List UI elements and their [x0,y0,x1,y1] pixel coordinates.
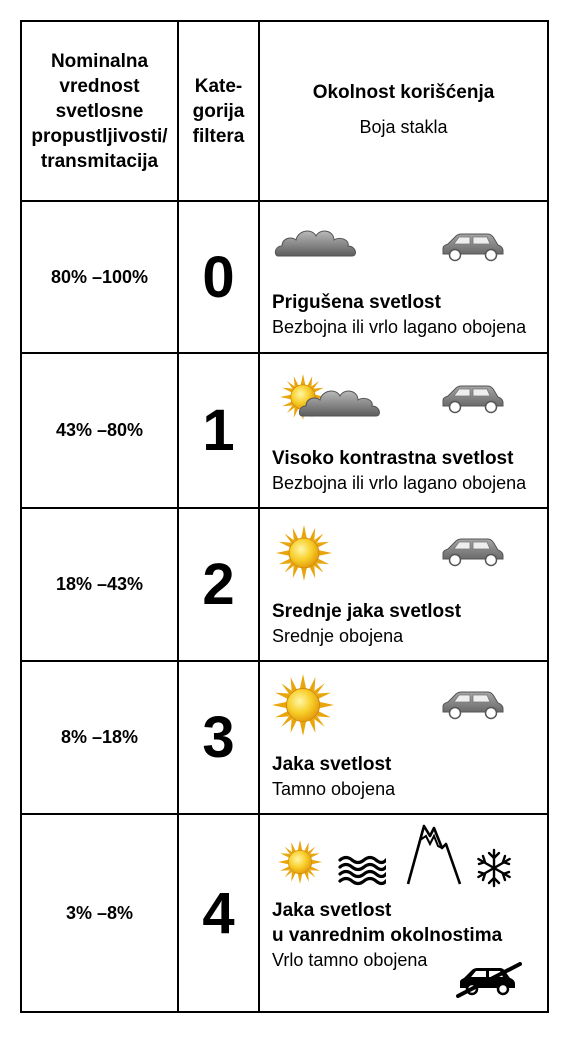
header-transmission-line: Nominalna [50,50,149,72]
lens-color: Srednje obojena [272,626,404,646]
usage-text [272,599,547,649]
filter-category: 3 [202,705,235,770]
header-transmission-line: transmitacija [40,150,159,172]
lens-color: Vrlo tamno obojena [272,950,428,970]
header-category [179,22,258,200]
lens-category-table [20,20,549,1013]
usage-title: Visoko kontrastna svetlost [272,448,514,469]
filter-category: 2 [202,552,235,617]
car-icon [440,537,506,567]
filter-category: 0 [202,244,235,310]
header-category-line: filtera [192,125,245,147]
transmission-value: 43% –80% [55,420,144,440]
header-usage-subtitle: Boja stakla [359,117,448,137]
filter-category: 1 [202,398,235,463]
header-category-line: Kate- [194,75,243,97]
lens-color: Tamno obojena [272,779,396,799]
usage-title: Srednje jaka svetlost [272,601,462,622]
usage-title: Jaka svetlost [272,900,392,921]
car-icon [440,690,506,720]
header-transmission [22,22,177,200]
car-icon [440,384,506,414]
header-usage [260,22,547,200]
lens-color: Bezbojna ili vrlo lagano obojena [272,317,527,337]
usage-text [272,446,547,496]
transmission-value: 18% –43% [55,574,144,594]
car-icon [440,232,506,262]
usage-text [272,752,547,802]
filter-category: 4 [202,880,235,946]
sun-icon [272,674,334,736]
header-usage-title: Okolnost korišćenja [312,82,495,103]
sun-icon [278,840,322,884]
usage-text [272,290,547,340]
sun-behind-cloud-icon [280,374,382,420]
snowflake-icon [474,848,514,888]
header-transmission-line: propustljivosti/ [31,125,168,147]
header-transmission-line: vrednost [59,75,140,97]
transmission-value: 80% –100% [50,266,149,287]
lens-color: Bezbojna ili vrlo lagano obojena [272,473,527,493]
mountain-icon [406,822,462,886]
usage-title: Prigušena svetlost [272,292,441,313]
cloud-icon [274,224,358,260]
usage-title-line2: u vanrednim okolnostima [272,925,503,946]
header-transmission-line: svetlosne [55,100,144,122]
usage-text [272,898,547,973]
sun-icon [276,525,332,581]
header-category-line: gorija [192,100,245,122]
transmission-value: 3% –8% [65,902,134,923]
usage-title: Jaka svetlost [272,754,392,775]
waves-icon [338,854,386,886]
transmission-value: 8% –18% [60,727,139,747]
